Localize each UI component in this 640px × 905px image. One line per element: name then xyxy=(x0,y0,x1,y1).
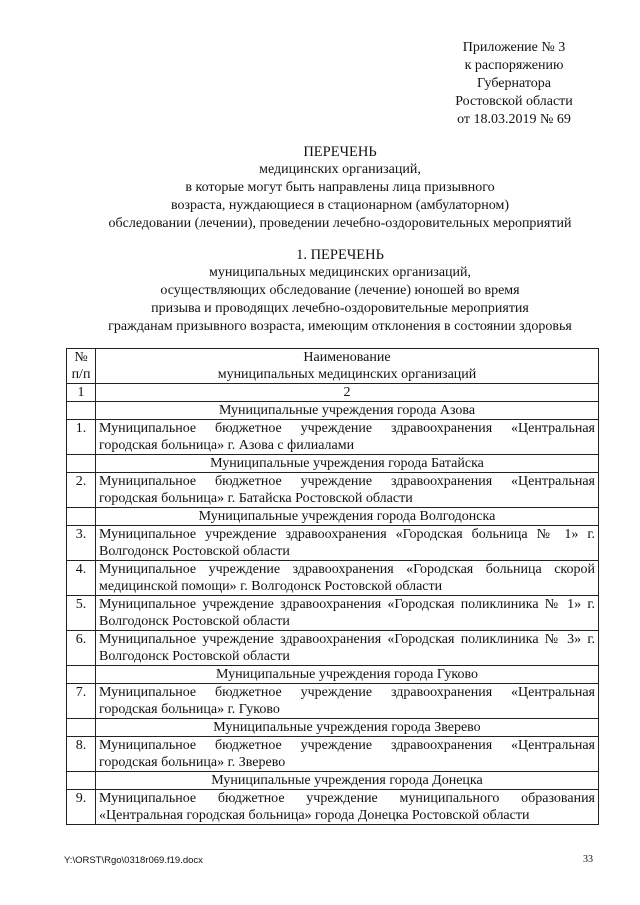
header-name-line: Наименование xyxy=(303,350,391,365)
section-subtitle-line: гражданам призывного возраста, имеющим отклонения в состоянии здоровья xyxy=(108,319,572,334)
organization-name-cell: Муниципальное бюджетное учреждение муниципального образования «Центральная городская больница» города Донецка Ростовской области xyxy=(96,790,599,825)
table-row xyxy=(67,684,599,719)
row-number-cell: 1. xyxy=(67,420,96,455)
organizations-table xyxy=(66,348,599,825)
group-heading-cell: Муниципальные учреждения города Волгодонска xyxy=(96,508,599,526)
group-row xyxy=(67,402,599,420)
group-heading-cell: Муниципальные учреждения города Батайска xyxy=(96,455,599,473)
organization-name-cell: Муниципальное бюджетное учреждение здравоохранения «Центральная городская больница» г. Азова с филиалами xyxy=(96,420,599,455)
table-row xyxy=(67,790,599,825)
column-number-row xyxy=(67,384,599,402)
group-num-cell xyxy=(67,772,96,790)
section-subtitle-line: призыва и проводящих лечебно-оздоровительные мероприятия xyxy=(151,301,529,316)
document-heading xyxy=(70,143,610,233)
table-header-row xyxy=(67,349,599,384)
table-row xyxy=(67,596,599,631)
section-subtitle-line: муниципальных медицинских организаций, xyxy=(208,265,472,280)
section-title: 1. ПЕРЕЧЕНЬ xyxy=(296,247,384,263)
appendix-line: к распоряжению xyxy=(464,58,564,73)
row-number-cell: 2. xyxy=(67,473,96,508)
group-row xyxy=(67,772,599,790)
organization-name-cell: Муниципальное бюджетное учреждение здравоохранения «Центральная городская больница» г. Гуково xyxy=(96,684,599,719)
group-row xyxy=(67,455,599,473)
header-num-line: п/п xyxy=(71,367,91,382)
document-title: ПЕРЕЧЕНЬ xyxy=(303,144,377,160)
organization-name-cell: Муниципальное учреждение здравоохранения «Городская больница № 1» г. Волгодонск Ростовской области xyxy=(96,526,599,561)
appendix-line: Приложение № 3 xyxy=(462,40,566,55)
table-row xyxy=(67,420,599,455)
section-heading xyxy=(70,246,610,336)
organization-name-cell: Муниципальное учреждение здравоохранения «Городская поликлиника № 1» г. Волгодонск Ростовской области xyxy=(96,596,599,631)
document-subtitle-line: медицинских организаций, xyxy=(259,162,421,177)
group-row xyxy=(67,719,599,737)
appendix-line: Ростовской области xyxy=(455,94,573,109)
group-num-cell xyxy=(67,402,96,420)
row-number-cell: 9. xyxy=(67,790,96,825)
header-num-cell xyxy=(67,349,96,384)
row-number-cell: 6. xyxy=(67,631,96,666)
document-subtitle-line: возраста, нуждающиеся в стационарном (амбулаторном) xyxy=(170,198,510,213)
group-num-cell xyxy=(67,719,96,737)
group-num-cell xyxy=(67,508,96,526)
header-num-line: № xyxy=(74,350,88,365)
row-number-cell: 5. xyxy=(67,596,96,631)
group-row xyxy=(67,508,599,526)
group-num-cell xyxy=(67,666,96,684)
group-heading-cell: Муниципальные учреждения города Гуково xyxy=(96,666,599,684)
row-number-cell: 8. xyxy=(67,737,96,772)
document-subtitle-line: обследовании (лечении), проведении лечебно-оздоровительных мероприятий xyxy=(108,216,572,231)
table-row xyxy=(67,473,599,508)
table-row xyxy=(67,526,599,561)
appendix-line: Губернатора xyxy=(476,76,552,91)
appendix-block xyxy=(424,39,604,129)
footer-page-number: 33 xyxy=(583,854,593,865)
group-heading-cell: Муниципальные учреждения города Зверево xyxy=(96,719,599,737)
organization-name-cell: Муниципальное бюджетное учреждение здравоохранения «Центральная городская больница» г. Батайска Ростовской области xyxy=(96,473,599,508)
table-row xyxy=(67,561,599,596)
row-number-cell: 4. xyxy=(67,561,96,596)
header-name-cell xyxy=(96,349,599,384)
organization-name-cell: Муниципальное учреждение здравоохранения «Городская больница скорой медицинской помощи» г. Волгодонск Ростовской области xyxy=(96,561,599,596)
section-subtitle-line: осуществляющих обследование (лечение) юношей во время xyxy=(160,283,520,298)
document-subtitle-line: в которые могут быть направлены лица призывного xyxy=(185,180,495,195)
column-number-cell: 2 xyxy=(96,384,599,402)
group-heading-cell: Муниципальные учреждения города Азова xyxy=(96,402,599,420)
header-name-line: муниципальных медицинских организаций xyxy=(217,367,477,382)
row-number-cell: 7. xyxy=(67,684,96,719)
organization-name-cell: Муниципальное бюджетное учреждение здравоохранения «Центральная городская больница» г. Зверево xyxy=(96,737,599,772)
table-row xyxy=(67,737,599,772)
group-row xyxy=(67,666,599,684)
table-row xyxy=(67,631,599,666)
appendix-line: от 18.03.2019 № 69 xyxy=(457,112,571,127)
group-heading-cell: Муниципальные учреждения города Донецка xyxy=(96,772,599,790)
footer-file-path: Y:\ORST\Rgo\0318r069.f19.docx xyxy=(64,855,203,866)
column-number-cell: 1 xyxy=(67,384,96,402)
row-number-cell: 3. xyxy=(67,526,96,561)
group-num-cell xyxy=(67,455,96,473)
organization-name-cell: Муниципальное учреждение здравоохранения «Городская поликлиника № 3» г. Волгодонск Ростовской области xyxy=(96,631,599,666)
